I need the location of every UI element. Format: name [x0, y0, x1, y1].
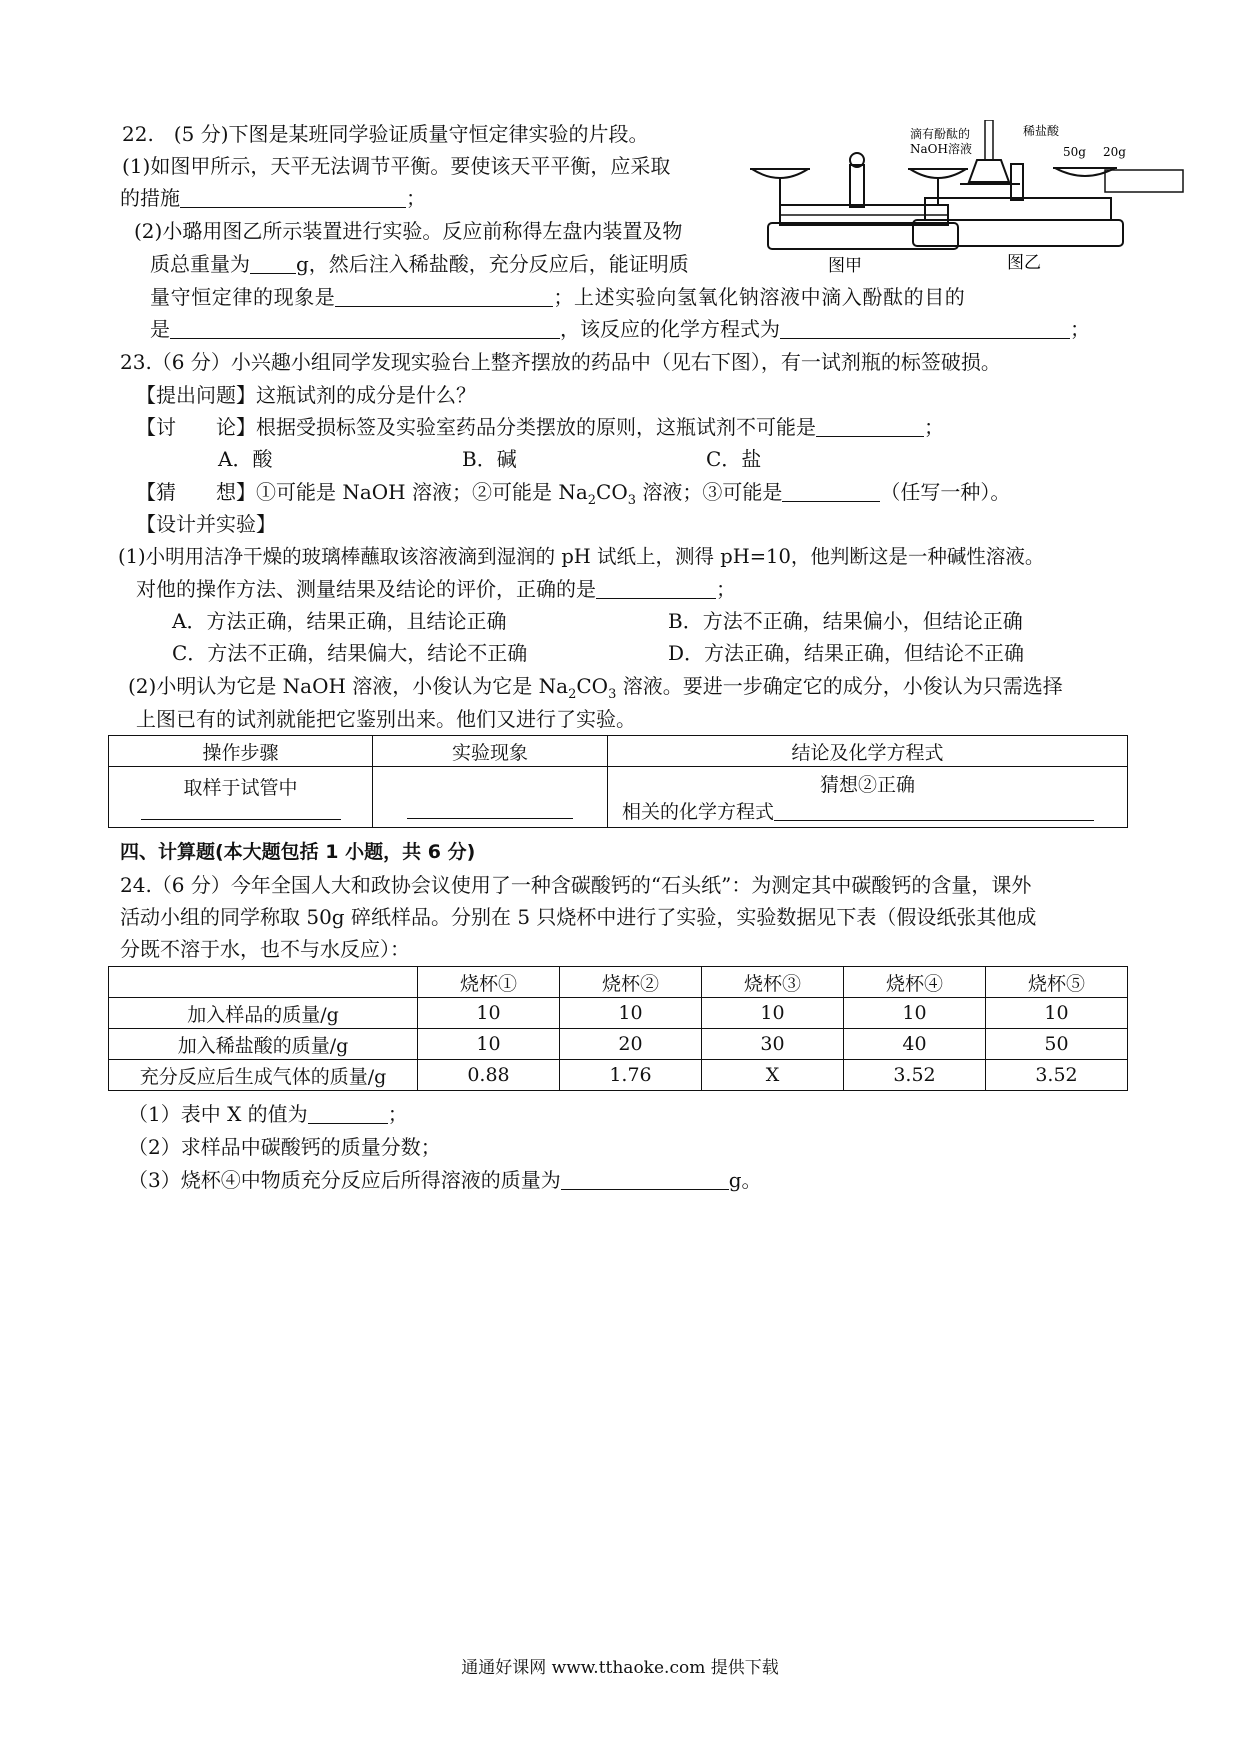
table-row — [109, 967, 1128, 998]
table-cell: 加入稀盐酸的质量/g — [109, 1029, 418, 1060]
table-header: 烧杯② — [560, 967, 702, 998]
answer-blank[interactable] — [816, 416, 924, 437]
answer-blank[interactable] — [596, 578, 716, 599]
fig-b-w2: 20g — [1103, 145, 1126, 159]
table-cell: 10 — [418, 998, 560, 1029]
fig-a-caption: 图甲 — [828, 256, 862, 275]
q23-optA: A．酸 — [218, 447, 273, 471]
q22-p2a: (2)小璐用图乙所示装置进行实验。反应前称得左盘内装置及物 — [134, 219, 683, 243]
table-cell: 50 — [986, 1029, 1128, 1060]
table-row — [109, 998, 1128, 1029]
q23-guess-c: 溶液；③可能是 — [636, 480, 783, 504]
q23-choiceC: C．方法不正确，结果偏大，结论不正确 — [172, 641, 528, 665]
q23-choiceA: A．方法正确，结果正确，且结论正确 — [172, 609, 507, 633]
q22-p2d-text1: 是 — [150, 317, 170, 341]
fig-b-label1: 滴有酚酞的 — [910, 127, 971, 141]
answer-blank[interactable] — [141, 805, 341, 820]
q23-title: 23.（6 分）小兴趣小组同学发现实验台上整齐摆放的药品中（见右下图），有一试剂瓶的标签破损。 — [120, 350, 1001, 374]
q23-optB: B．碱 — [462, 447, 517, 471]
q22-p2b-text2: g，然后注入稀盐酸，充分反应后，能证明质 — [296, 252, 689, 276]
q24-l1: 24.（6 分）今年全国人大和政协会议使用了一种含碳酸钙的“石头纸”：为测定其中碳酸钙的含量，课外 — [120, 873, 1032, 897]
q22-p1b — [120, 184, 426, 212]
table-cell: 30 — [702, 1029, 844, 1060]
subscript: 3 — [627, 493, 637, 508]
table-header: 结论及化学方程式 — [608, 736, 1128, 767]
table-cell: 充分反应后生成气体的质量/g — [109, 1060, 418, 1091]
q23-guess-a: 【猜 想】①可能是 NaOH 溶液；②可能是 Na — [136, 480, 588, 504]
table-cell: 1.76 — [560, 1060, 702, 1091]
table-cell: 10 — [844, 998, 986, 1029]
q23-choiceB: B．方法不正确，结果偏小，但结论正确 — [668, 609, 1023, 633]
table-cell: 40 — [844, 1029, 986, 1060]
q23-design: 【设计并实验】 — [136, 512, 276, 536]
section-heading: 四、计算题(本大题包括 1 小题，共 6 分) — [120, 841, 476, 863]
table-cell: 10 — [702, 998, 844, 1029]
answer-blank[interactable] — [250, 253, 296, 274]
fig-b-w1: 50g — [1063, 145, 1086, 159]
answer-blank[interactable] — [170, 318, 560, 339]
q23-s2a-text2: CO — [576, 674, 609, 698]
answer-blank[interactable] — [780, 318, 1070, 339]
q23-ask: 【提出问题】这瓶试剂的成分是什么？ — [136, 383, 476, 407]
table-cell — [109, 767, 373, 828]
subscript: 3 — [608, 687, 617, 702]
table-cell: 3.52 — [986, 1060, 1128, 1091]
q24-a3-unit: g。 — [728, 1168, 762, 1192]
q23-s1b — [136, 575, 736, 603]
answer-blank[interactable] — [335, 286, 553, 307]
table-cell — [373, 767, 608, 828]
equation-line — [612, 797, 1123, 824]
q24-a2: （2）求样品中碳酸钙的质量分数； — [128, 1135, 441, 1159]
page-footer: 通通好课网 www.tthaoke.com 提供下载 — [461, 1658, 779, 1678]
table-row — [109, 736, 1128, 767]
table-cell: X — [702, 1060, 844, 1091]
table-header: 烧杯① — [418, 967, 560, 998]
table-cell: 20 — [560, 1029, 702, 1060]
q23-s2b: 上图已有的试剂就能把它鉴别出来。他们又进行了实验。 — [136, 707, 636, 731]
subscript: 2 — [587, 493, 597, 508]
data-table — [108, 966, 1128, 1091]
q23-guess-d: （任写一种）。 — [880, 480, 1011, 504]
semicolon: ； — [1070, 317, 1090, 341]
q22-p2c-text1: 量守恒定律的现象是 — [150, 285, 336, 309]
q23-discuss-text: 【讨 论】根据受损标签及实验室药品分类摆放的原则，这瓶试剂不可能是 — [136, 415, 816, 439]
semicolon: ； — [387, 1102, 408, 1126]
q24-a1 — [128, 1100, 408, 1128]
q23-choiceD: D．方法正确，结果正确，但结论不正确 — [668, 641, 1025, 665]
q23-s1b-text: 对他的操作方法、测量结果及结论的评价，正确的是 — [136, 577, 596, 601]
q22-title: 22. (5 分)下图是某班同学验证质量守恒定律实验的片段。 — [122, 122, 649, 146]
answer-blank[interactable] — [407, 804, 573, 819]
table-cell: 3.52 — [844, 1060, 986, 1091]
fig-b-label3: 稀盐酸 — [1023, 124, 1060, 138]
subscript: 2 — [568, 687, 577, 702]
table-row — [109, 767, 1128, 828]
q23-discuss — [136, 413, 944, 441]
table-cell: 10 — [418, 1029, 560, 1060]
fig-b-label2: NaOH溶液 — [910, 142, 972, 156]
balance-figure-b — [905, 120, 1205, 270]
q23-s2a-text1: (2)小明认为它是 NaOH 溶液，小俊认为它是 Na — [128, 674, 569, 698]
q24-a1-text: （1）表中 X 的值为 — [128, 1102, 308, 1126]
q22-p2d — [150, 315, 1090, 343]
table-cell-text: 相关的化学方程式 — [622, 801, 775, 823]
q24-l3: 分既不溶于水，也不与水反应）： — [120, 937, 410, 961]
semicolon: ； — [406, 186, 426, 210]
table-cell: 加入样品的质量/g — [109, 998, 418, 1029]
table-header: 实验现象 — [373, 736, 608, 767]
table-header: 烧杯④ — [844, 967, 986, 998]
semicolon: ； — [924, 415, 944, 439]
q23-optC: C．盐 — [706, 447, 762, 471]
table-header — [109, 967, 418, 998]
q22-p2c — [150, 283, 965, 311]
semicolon: ； — [716, 577, 736, 601]
q24-l2: 活动小组的同学称取 50g 碎纸样品。分别在 5 只烧杯中进行了实验，实验数据见下表（假设纸张其他成 — [120, 905, 1037, 929]
table-row — [109, 1029, 1128, 1060]
q22-p1b-text: 的措施 — [120, 186, 180, 210]
q23-s1a: (1)小明用洁净干燥的玻璃棒蘸取该溶液滴到湿润的 pH 试纸上，测得 pH=10，他判断这是一种碱性溶液。 — [118, 545, 1045, 568]
table-cell: 0.88 — [418, 1060, 560, 1091]
answer-blank[interactable] — [782, 481, 880, 502]
q23-guess-b: CO — [596, 480, 628, 504]
q24-a3-text: （3）烧杯④中物质充分反应后所得溶液的质量为 — [128, 1168, 561, 1192]
table-cell-text: 猜想②正确 — [819, 774, 915, 796]
q22-p2c-text2: ；上述实验向氢氧化钠溶液中滴入酚酞的目的 — [553, 285, 966, 309]
table-header: 烧杯⑤ — [986, 967, 1128, 998]
table-cell — [608, 767, 1128, 828]
table-cell-text: 取样于试管中 — [183, 776, 298, 799]
table-cell: 10 — [560, 998, 702, 1029]
answer-blank[interactable] — [308, 1103, 388, 1124]
answer-blank[interactable] — [180, 187, 406, 208]
q22-p2b-text1: 质总重量为 — [150, 252, 250, 276]
q22-p2b — [150, 250, 689, 278]
table-header: 烧杯③ — [702, 967, 844, 998]
q23-s2a-text3: 溶液。要进一步确定它的成分，小俊认为只需选择 — [616, 674, 1063, 698]
q22-p1a: (1)如图甲所示，天平无法调节平衡。要使该天平平衡，应采取 — [122, 154, 671, 178]
q23-s2a — [128, 672, 1063, 709]
table-cell: 10 — [986, 998, 1128, 1029]
fig-b-caption: 图乙 — [1007, 253, 1041, 270]
experiment-table — [108, 735, 1128, 828]
q24-a3 — [128, 1166, 762, 1194]
q22-p2d-text2: ，该反应的化学方程式为 — [560, 317, 780, 341]
answer-blank[interactable] — [561, 1169, 729, 1190]
table-header: 操作步骤 — [109, 736, 373, 767]
table-row — [109, 1060, 1128, 1091]
answer-blank[interactable] — [774, 804, 1094, 821]
